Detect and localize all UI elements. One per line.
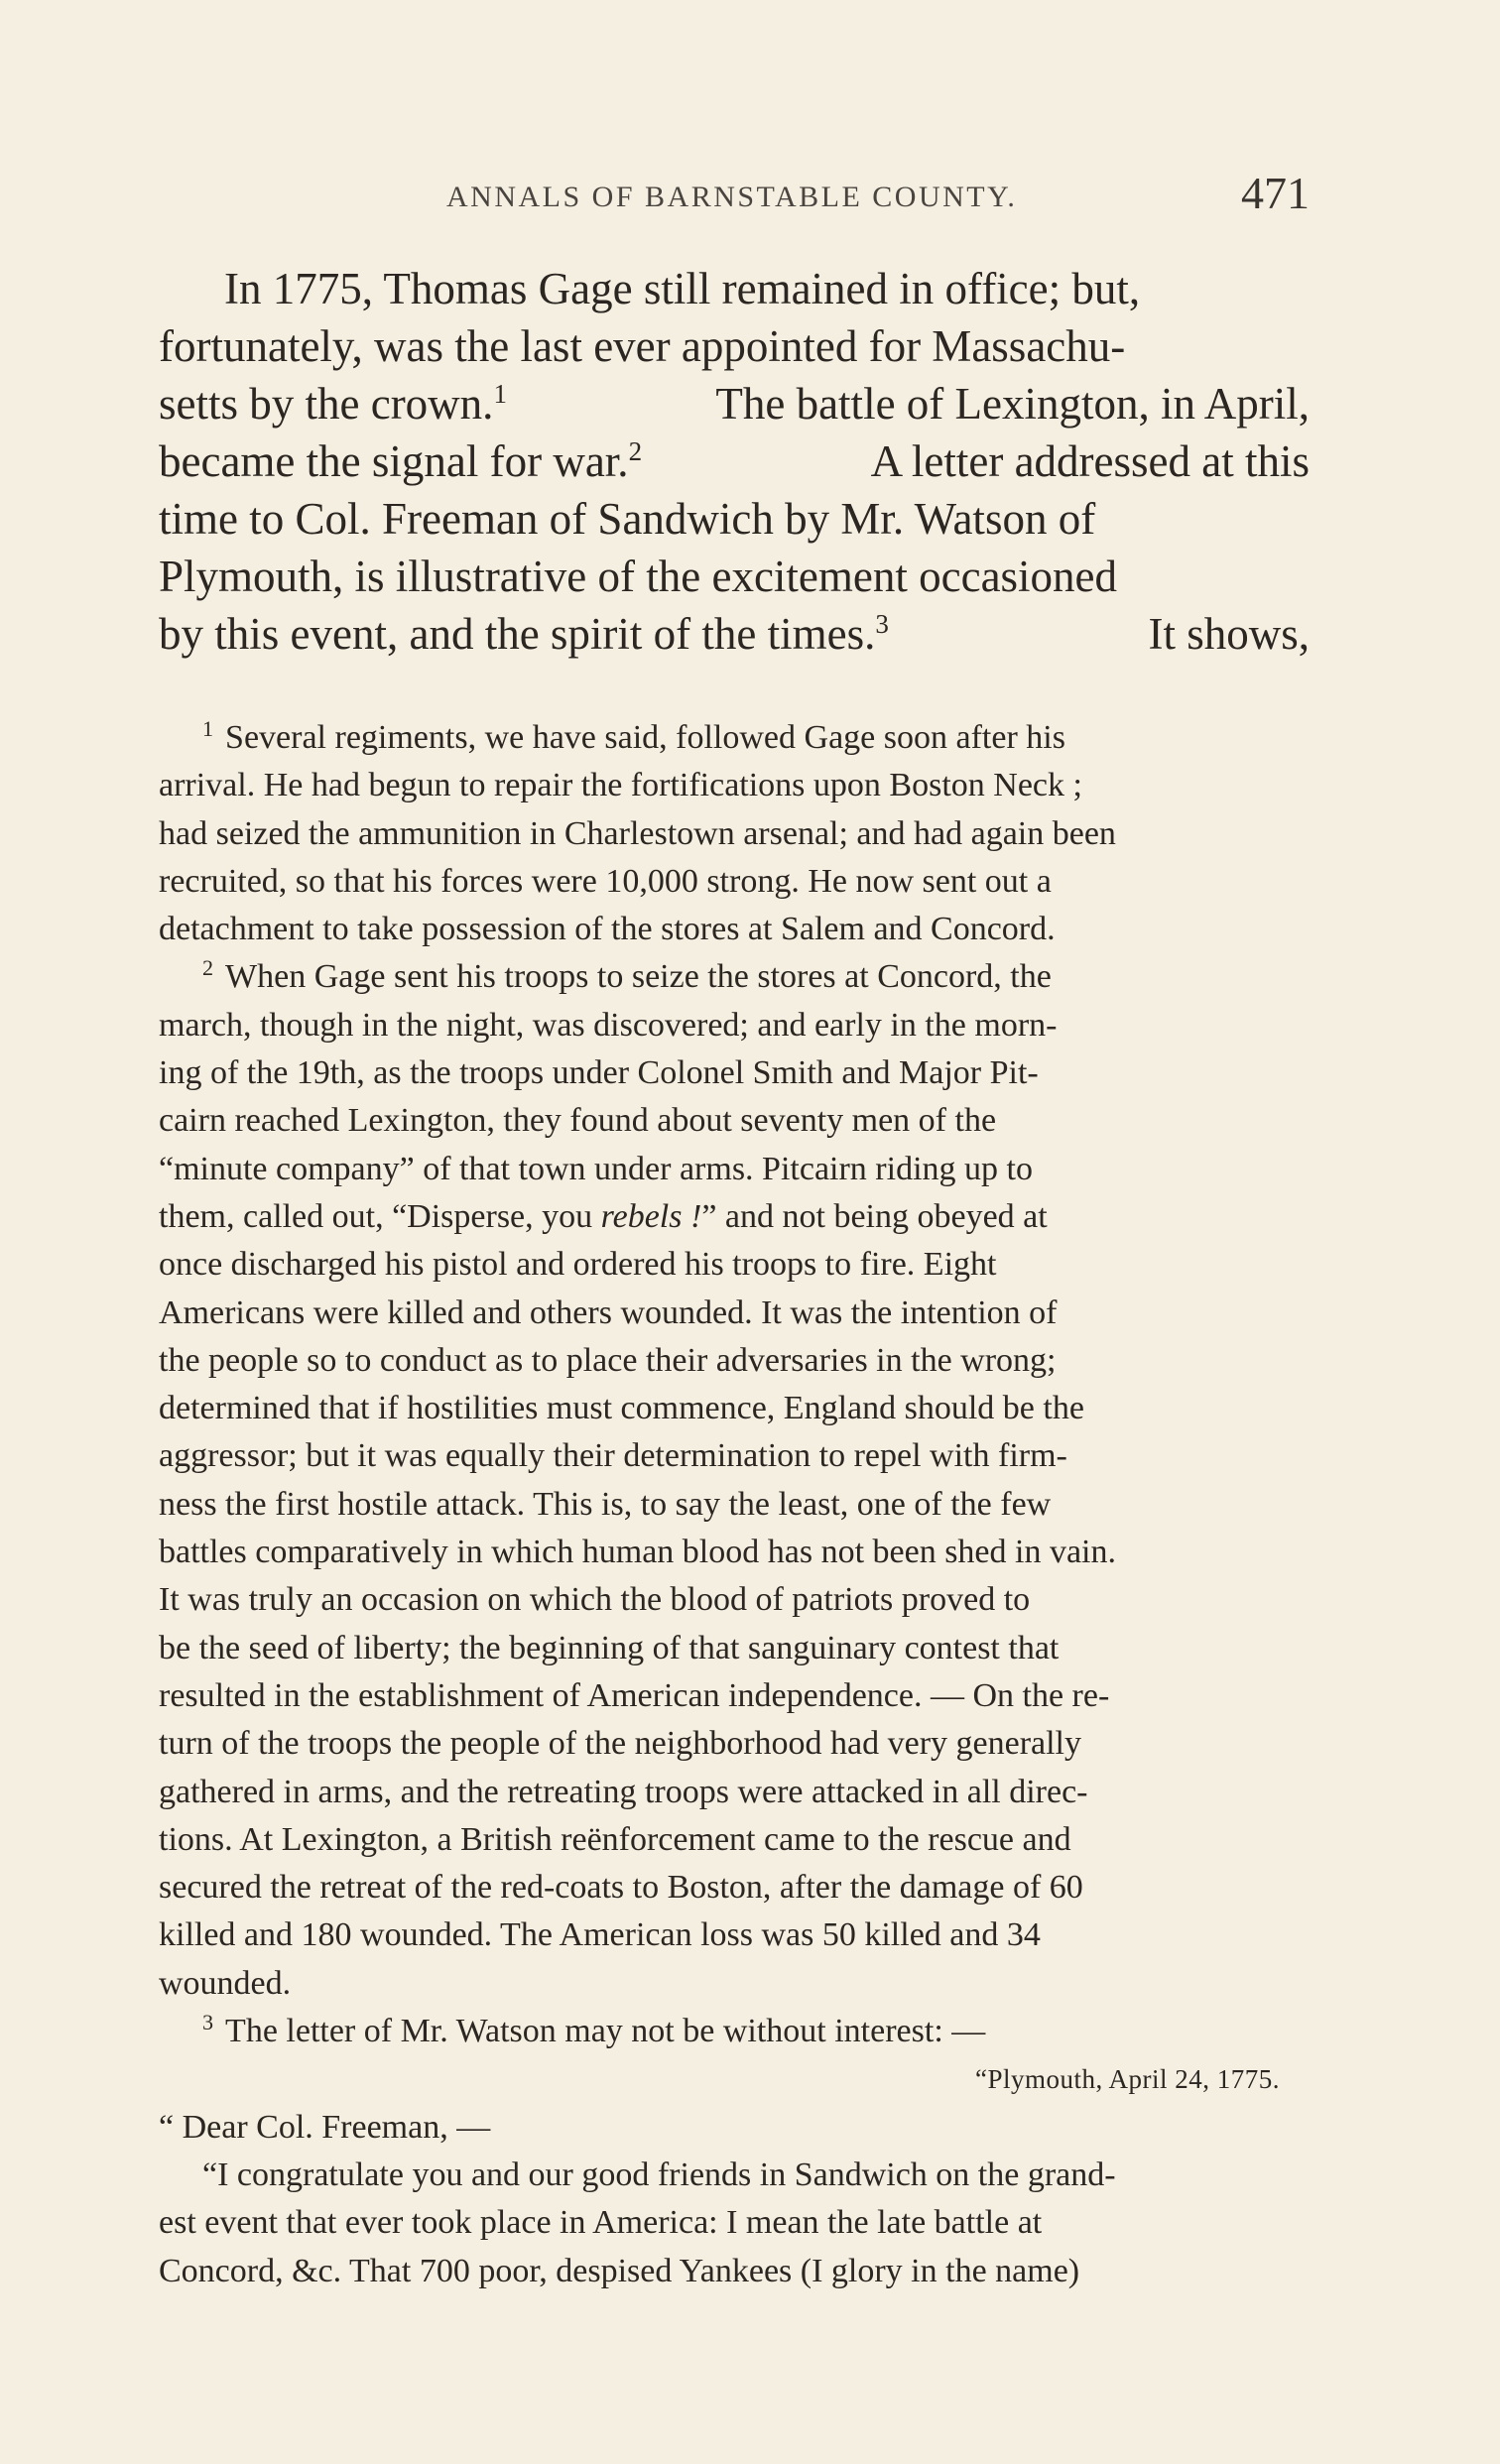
letter-dateline: “Plymouth, April 24, 1775. bbox=[974, 2064, 1280, 2095]
footnote-2-line: Americans were killed and others wounded. It was the intention of bbox=[159, 1294, 1058, 1331]
footnote-2-line: tions. At Lexington, a British reënforcement came to the rescue and bbox=[159, 1820, 1071, 1858]
footnote-number: 3 bbox=[202, 2009, 214, 2034]
footnote-2-line: $^2$ When Gage sent his troops to seize the stores at Concord, the bbox=[202, 955, 1052, 996]
body-line: time to Col. Freeman of Sandwich by Mr. Watson of bbox=[159, 494, 1096, 544]
footnote-1-line: $^1$ Several regiments, we have said, followed Gage soon after his bbox=[202, 715, 1065, 756]
footnote-2-line: wounded. bbox=[159, 1964, 292, 2002]
footnote-2-line: “minute company” of that town under arms. Pitcairn riding up to bbox=[159, 1150, 1033, 1187]
body-line: fortunately, was the last ever appointed for Massachu- bbox=[159, 321, 1126, 371]
footnote-2-line: secured the retreat of the red-coats to Boston, after the damage of 60 bbox=[159, 1869, 1083, 1907]
running-head: ANNALS OF BARNSTABLE COUNTY. bbox=[446, 181, 1018, 213]
letter-salutation: “ Dear Col. Freeman, — bbox=[159, 2108, 491, 2146]
letter-line: “I congratulate you and our good friends in Sandwich on the grand- bbox=[202, 2156, 1116, 2193]
body-line: In 1775, Thomas Gage still remained in office; but, bbox=[224, 264, 1141, 313]
footnote-2-line: them, called out, “Disperse, you rebels !” and not being obeyed at bbox=[159, 1197, 1048, 1235]
footnote-2-line: ing of the 19th, as the troops under Colonel Smith and Major Pit- bbox=[159, 1054, 1039, 1092]
footnote-2-line: turn of the troops the people of the neighborhood had very generally bbox=[159, 1725, 1082, 1763]
body-line: setts by the crown.$^1$ The battle of Lexington, in April, bbox=[159, 379, 1310, 429]
footnote-2-line: be the seed of liberty; the beginning of that sanguinary contest that bbox=[159, 1629, 1060, 1666]
footnote-ref: 1 bbox=[493, 379, 507, 409]
page-header bbox=[159, 167, 1310, 226]
body-line: became the signal for war.$^2$ A letter addressed at this bbox=[159, 436, 1310, 486]
footnote-2-line: battles comparatively in which human blood has not been shed in vain. bbox=[159, 1534, 1116, 1571]
footnote-2-line: determined that if hostilities must commence, England should be the bbox=[159, 1390, 1084, 1427]
footnote-2-line: killed and 180 wounded. The American loss was 50 killed and 34 bbox=[159, 1916, 1041, 1954]
footnote-2-line: the people so to conduct as to place their adversaries in the wrong; bbox=[159, 1341, 1057, 1379]
footnote-2-line: aggressor; but it was equally their determination to repel with firm- bbox=[159, 1437, 1067, 1475]
body-line: by this event, and the spirit of the times.$^3$ It shows, bbox=[159, 609, 1310, 659]
footnote-2-line: ness the first hostile attack. This is, to say the least, one of the few bbox=[159, 1485, 1052, 1523]
body-line: Plymouth, is illustrative of the excitement occasioned bbox=[159, 552, 1118, 601]
footnote-number: 2 bbox=[202, 955, 214, 981]
footnote-1-line: detachment to take possession of the stores at Salem and Concord. bbox=[159, 911, 1056, 948]
emphasis-rebels: rebels ! bbox=[600, 1197, 702, 1235]
footnote-2-line: cairn reached Lexington, they found about seventy men of the bbox=[159, 1102, 997, 1140]
footnote-ref: 3 bbox=[875, 609, 889, 639]
footnotes bbox=[159, 714, 1310, 2295]
footnote-ref: 2 bbox=[628, 436, 643, 466]
letter-line: est event that ever took place in America: I mean the late battle at bbox=[159, 2204, 1043, 2242]
page-number: 471 bbox=[1241, 168, 1310, 218]
footnote-2-line: march, though in the night, was discovered; and early in the morn- bbox=[159, 1006, 1058, 1044]
footnote-2-line: resulted in the establishment of American independence. — On the re- bbox=[159, 1676, 1110, 1714]
footnote-1-line: had seized the ammunition in Charlestown arsenal; and had again been bbox=[159, 814, 1116, 852]
footnote-number: 1 bbox=[202, 715, 214, 741]
footnote-2-line: It was truly an occasion on which the blood of patriots proved to bbox=[159, 1581, 1031, 1619]
footnote-2-line: once discharged his pistol and ordered his troops to fire. Eight bbox=[159, 1246, 997, 1284]
footnote-3-line: $^3$ The letter of Mr. Watson may not be without interest: — bbox=[202, 2009, 986, 2050]
main-paragraph bbox=[159, 260, 1310, 663]
footnote-1-line: arrival. He had begun to repair the fortifications upon Boston Neck ; bbox=[159, 767, 1082, 804]
footnote-2-line: gathered in arms, and the retreating troops were attacked in all direc- bbox=[159, 1773, 1088, 1810]
letter-line: Concord, &c. That 700 poor, despised Yankees (I glory in the name) bbox=[159, 2252, 1080, 2289]
footnote-1-line: recruited, so that his forces were 10,000 strong. He now sent out a bbox=[159, 862, 1052, 900]
